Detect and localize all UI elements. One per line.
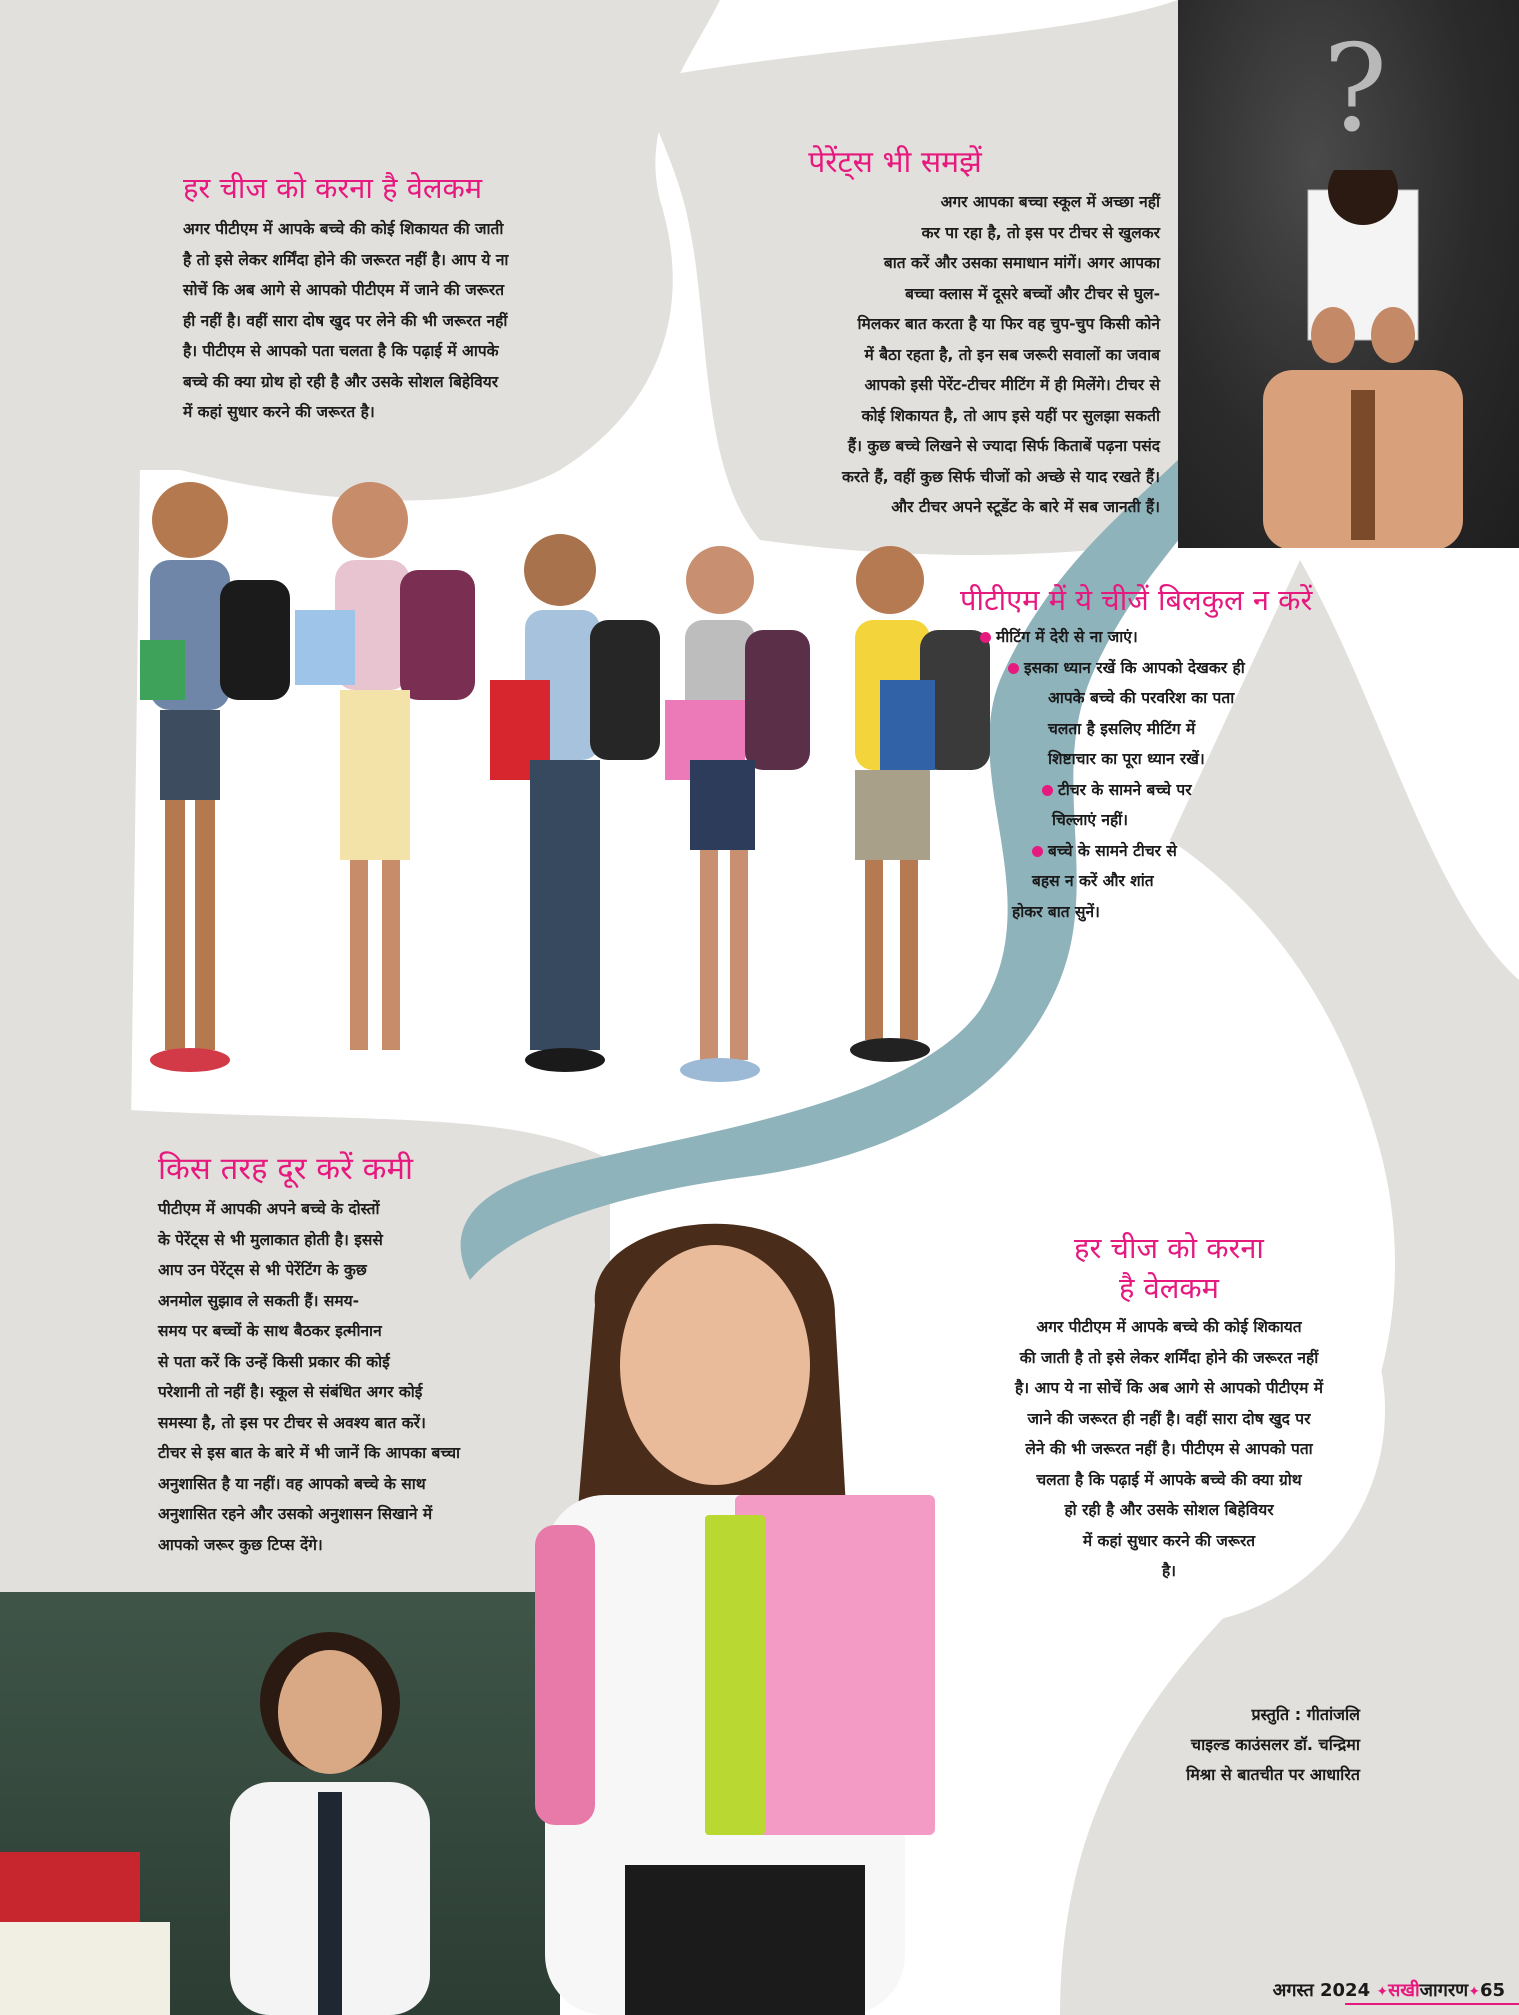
- reduce-line: समय पर बच्चों के साथ बैठकर इत्मीनान: [158, 1322, 382, 1340]
- kids-in-line-photo: [120, 470, 1060, 1110]
- studying-girl-icon: [0, 1592, 560, 2015]
- welcome-circle-line: में कहां सुधार करने की जरूरत: [1082, 1531, 1256, 1550]
- welcome-circle-line: चलता है कि पढ़ाई में आपके बच्चे की क्या ग्रोथ: [1036, 1470, 1302, 1489]
- footer-month-year: अगस्त 2024: [1272, 1980, 1371, 2001]
- reduce-line: आपको जरूर कुछ टिप्स देंगे।: [158, 1535, 323, 1554]
- footer-brand-part2: जागरण: [1419, 1980, 1469, 2001]
- parents-line: आपको इसी पेरेंट-टीचर मीटिंग में ही मिलेंगे। टीचर से: [864, 376, 1160, 394]
- bullet-icon: [1008, 663, 1019, 674]
- blackboard-photo: [1178, 0, 1519, 548]
- welcome-circle-line: अगर पीटीएम में आपके बच्चे की कोई शिकायत: [1036, 1318, 1302, 1336]
- credit-line: प्रस्तुति : गीतांजलि: [1251, 1705, 1360, 1724]
- parents-line: में बैठा रहता है, तो इन सब जरूरी सवालों का जवाब: [864, 345, 1160, 364]
- welcome-circle-line: हो रही है और उसके सोशल बिहेवियर: [1064, 1501, 1274, 1519]
- welcome-circle-line: है।: [1161, 1562, 1177, 1580]
- bullet-icon: [1032, 846, 1043, 857]
- star-icon: ✦: [1376, 1984, 1389, 2000]
- donts-item-line: आपके बच्चे की परवरिश का पता: [1048, 689, 1235, 707]
- welcome-line: में कहां सुधार करने की जरूरत है।: [183, 403, 375, 421]
- question-mark-icon: ?: [1323, 20, 1388, 159]
- welcome-line: है। पीटीएम से आपको पता चलता है कि पढ़ाई में आपके: [183, 342, 499, 360]
- parents-line: बात करें और उसका समाधान मांगें। अगर आपका: [883, 254, 1160, 272]
- reduce-line: अनमोल सुझाव ले सकती हैं। समय-: [158, 1291, 360, 1310]
- reduce-line: के पेरेंट्स से भी मुलाकात होती है। इससे: [158, 1230, 383, 1249]
- donts-item: [960, 653, 1400, 775]
- page-number: 65: [1479, 1980, 1505, 2001]
- reduce-line: समस्या है, तो इस पर टीचर से अवश्य बात करें।: [158, 1413, 426, 1432]
- bullet-icon: [1042, 785, 1053, 796]
- kid-4-icon: [665, 546, 810, 1082]
- welcome-line: अगर पीटीएम में आपके बच्चे की कोई शिकायत की जाती: [183, 220, 504, 238]
- credit-line: मिश्रा से बातचीत पर आधारित: [1186, 1765, 1360, 1784]
- donts-item-line: होकर बात सुनें।: [1012, 902, 1100, 921]
- donts-section: [960, 580, 1400, 927]
- parents-body: [690, 187, 1160, 523]
- welcome-circle-body: [965, 1312, 1373, 1587]
- reduce-line: पीटीएम में आपकी अपने बच्चे के दोस्तों: [158, 1200, 380, 1218]
- reduce-section: [158, 1148, 598, 1560]
- donts-item-line: बच्चे के सामने टीचर से: [1048, 841, 1177, 860]
- parents-line: कोई शिकायत है, तो आप इसे यहीं पर सुलझा सकती: [861, 406, 1160, 425]
- welcome-line: सोचें कि अब आगे से आपको पीटीएम में जाने की जरूरत: [183, 281, 505, 299]
- credit-line: चाइल्ड काउंसलर डॉ. चन्द्रिमा: [1190, 1735, 1360, 1754]
- parents-line: अगर आपका बच्चा स्कूल में अच्छा नहीं: [940, 193, 1160, 211]
- welcome-circle-line: जाने की जरूरत ही नहीं है। वहीं सारा दोष खुद पर: [1027, 1409, 1311, 1428]
- kid-2-icon: [295, 482, 475, 1050]
- credits: [1080, 1700, 1360, 1790]
- parents-line: बच्चा क्लास में दूसरे बच्चों और टीचर से घुल-: [905, 284, 1160, 303]
- donts-item: [960, 775, 1400, 836]
- parents-line: मिलकर बात करता है या फिर वह चुप-चुप किसी कोने: [857, 315, 1160, 333]
- donts-item-line: शिष्टाचार का पूरा ध्यान रखें।: [1048, 750, 1205, 768]
- footer-rule: [1345, 2003, 1519, 2005]
- welcome-circle-heading: [965, 1228, 1373, 1308]
- reduce-line: अनुशासित रहने और उसको अनुशासन सिखाने में: [158, 1505, 433, 1523]
- studying-girl-photo: [0, 1592, 560, 2015]
- reduce-line: परेशानी तो नहीं है। स्कूल से संबंधित अगर कोई: [158, 1383, 423, 1401]
- welcome-line: बच्चे की क्या ग्रोथ हो रही है और उसके सोशल बिहेवियर: [183, 372, 499, 391]
- welcome-heading: हर चीज को करना है वेलकम: [183, 171, 483, 205]
- reduce-line: टीचर से इस बात के बारे में भी जानें कि आपका बच्चा: [158, 1444, 461, 1462]
- bullet-icon: [980, 632, 991, 643]
- welcome-circle-line: लेने की भी जरूरत नहीं है। पीटीएम से आपको पता: [1025, 1440, 1313, 1458]
- reduce-heading: किस तरह दूर करें कमी: [158, 1151, 414, 1187]
- reduce-line: अनुशासित है या नहीं। वह आपको बच्चे के साथ: [158, 1474, 426, 1493]
- parents-section: [690, 143, 1160, 523]
- welcome-circle-heading-line: हर चीज को करना: [1074, 1231, 1264, 1265]
- welcome-body: [183, 214, 653, 428]
- welcome-line: है तो इसे लेकर शर्मिंदा होने की जरूरत नहीं है। आप ये ना: [183, 250, 509, 269]
- donts-item-line: चलता है इसलिए मीटिंग में: [1048, 719, 1196, 738]
- donts-item-line: चिल्लाएं नहीं।: [1052, 811, 1129, 829]
- welcome-section: [183, 168, 653, 428]
- donts-item: [960, 836, 1400, 928]
- welcome-circle-section: [965, 1228, 1373, 1587]
- donts-item-line: मीटिंग में देरी से ना जाएं।: [996, 628, 1138, 646]
- donts-item-line: टीचर के सामने बच्चे पर: [1058, 780, 1192, 799]
- donts-item: [960, 622, 1400, 653]
- welcome-circle-line: की जाती है तो इसे लेकर शर्मिंदा होने की जरूरत नहीं: [1019, 1348, 1319, 1367]
- parents-line: करते हैं, वहीं कुछ सिर्फ चीजों को अच्छे से याद रखते हैं।: [841, 467, 1160, 486]
- parents-line: कर पा रहा है, तो इस पर टीचर से खुलकर: [921, 223, 1160, 242]
- footer-brand-part1: सखी: [1388, 1980, 1420, 2001]
- star-icon: ✦: [1468, 1984, 1480, 2000]
- reduce-body: [158, 1194, 598, 1560]
- welcome-line: ही नहीं है। वहीं सारा दोष खुद पर लेने की भी जरूरत नहीं: [183, 311, 508, 330]
- kid-3-icon: [490, 534, 660, 1072]
- donts-heading: पीटीएम में ये चीजें बिलकुल न करें: [960, 583, 1313, 617]
- reduce-line: से पता करें कि उन्हें किसी प्रकार की कोई: [158, 1352, 390, 1371]
- welcome-circle-line: है। आप ये ना सोचें कि अब आगे से आपको पीटीएम में: [1014, 1379, 1324, 1397]
- page-footer: [1273, 1978, 1505, 2002]
- welcome-circle-heading-line: है वेलकम: [1118, 1271, 1220, 1305]
- parents-line: हैं। कुछ बच्चे लिखने से ज्यादा सिर्फ किताबें पढ़ना पसंद: [847, 437, 1160, 455]
- boy-hiding-face-icon: [1233, 170, 1493, 548]
- donts-item-line: बहस न करें और शांत: [1032, 872, 1154, 890]
- donts-list: [960, 622, 1400, 927]
- kid-1-icon: [140, 482, 290, 1072]
- parents-heading: पेरेंट्स भी समझें: [808, 145, 982, 180]
- parents-line: और टीचर अपने स्टूडेंट के बारे में सब जानती हैं।: [891, 498, 1160, 516]
- donts-item-line: इसका ध्यान रखें कि आपको देखकर ही: [1024, 658, 1245, 677]
- reduce-line: आप उन पेरेंट्स से भी पेरेंटिंग के कुछ: [158, 1261, 367, 1279]
